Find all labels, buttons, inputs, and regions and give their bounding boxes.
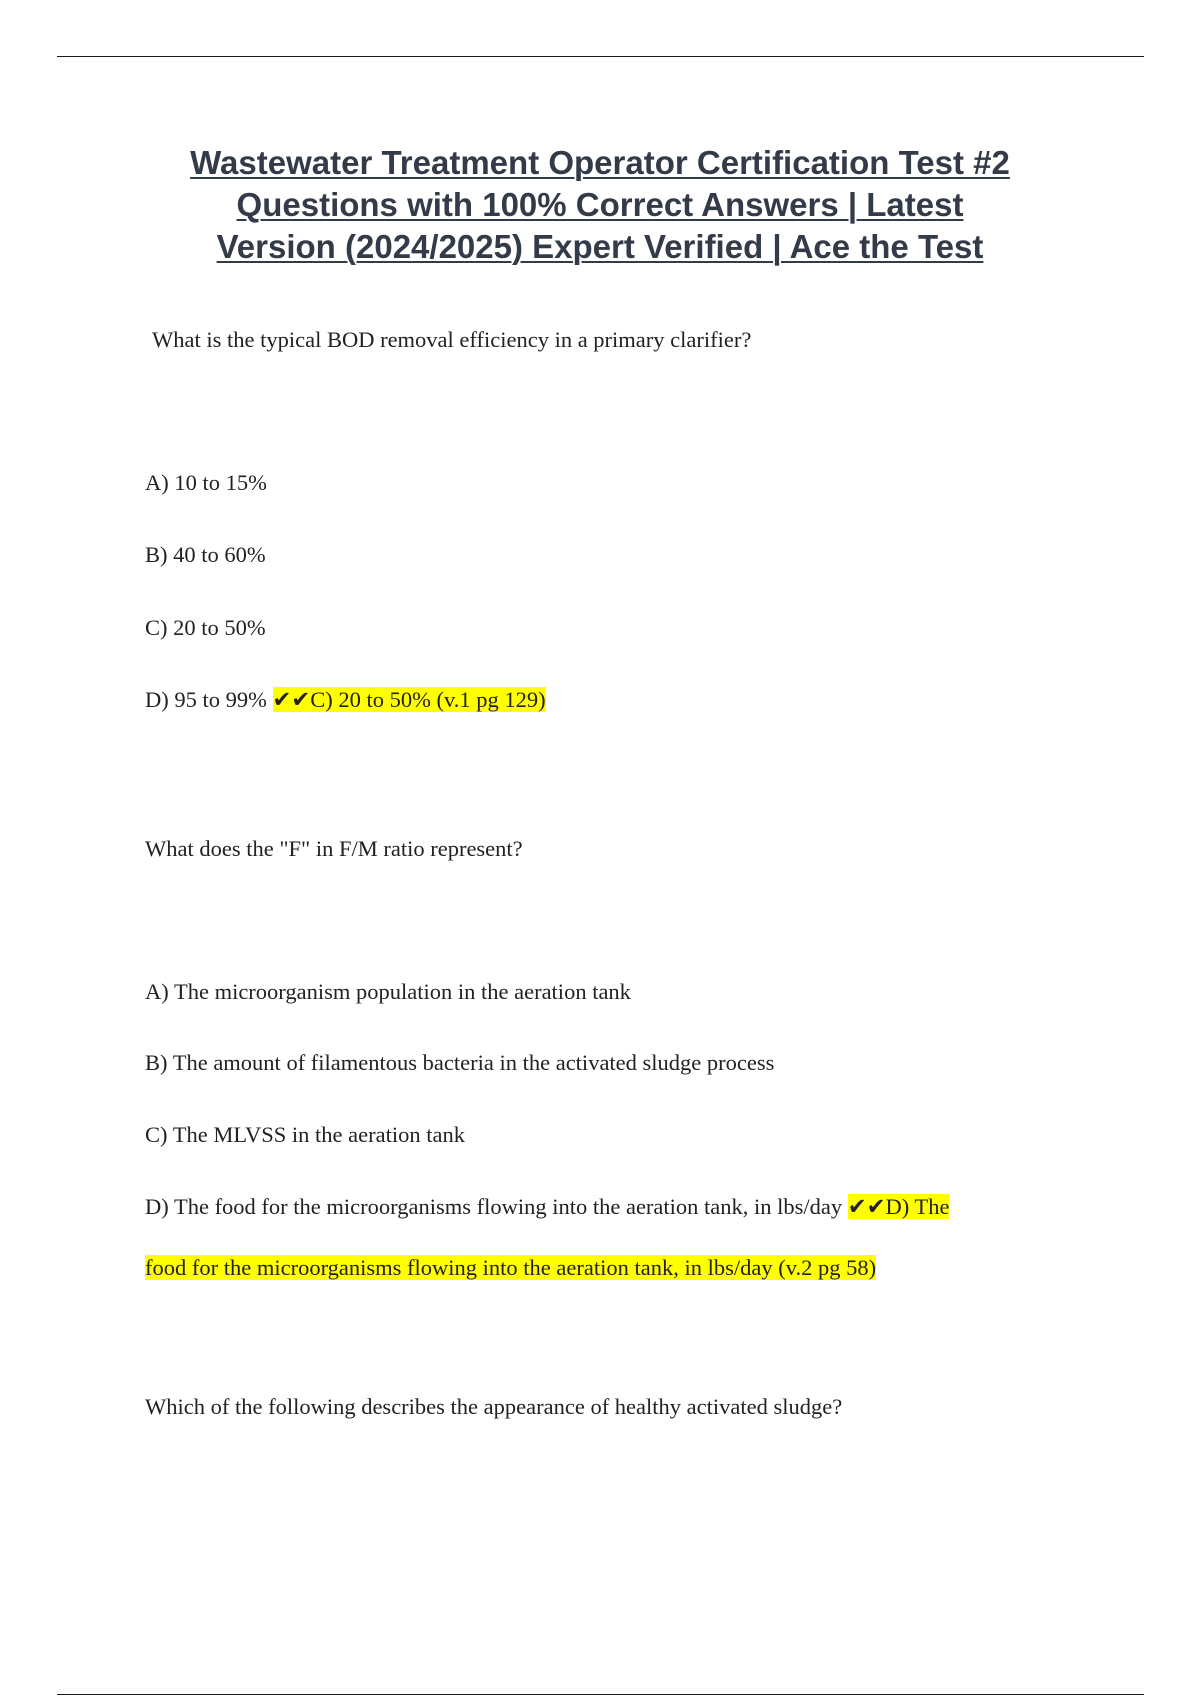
question-1-answer-highlight: ✔✔C) 20 to 50% (v.1 pg 129) [272, 687, 546, 712]
question-1-option-a: A) 10 to 15% [145, 470, 267, 495]
question-3-text: Which of the following describes the appearance of healthy activated sludge? [145, 1394, 843, 1419]
title-line-3: Version (2024/2025) Expert Verified | Ace the Test [216, 228, 984, 265]
top-rule [57, 56, 1144, 57]
question-2-option-d-line [145, 1192, 949, 1222]
question-2-option-d: D) The food for the microorganisms flowing into the aeration tank, in lbs/day [145, 1194, 843, 1219]
question-1-option-c: C) 20 to 50% [145, 615, 266, 640]
question-2-option-a: A) The microorganism population in the aeration tank [145, 979, 631, 1004]
question-2-answer-highlight-line-1: ✔✔D) The [847, 1194, 950, 1219]
question-2-option-b: B) The amount of filamentous bacteria in the activated sludge process [145, 1050, 775, 1075]
question-2-option-c: C) The MLVSS in the aeration tank [145, 1122, 465, 1147]
question-1-option-b: B) 40 to 60% [145, 542, 266, 567]
question-2-answer-highlight-line-2: food for the microorganisms flowing into the aeration tank, in lbs/day (v.2 pg 58) [145, 1255, 877, 1280]
question-2-text: What does the "F" in F/M ratio represent? [145, 836, 523, 861]
document-title [100, 142, 1100, 268]
title-line-2: Questions with 100% Correct Answers | Latest [236, 186, 964, 223]
bottom-rule [57, 1694, 1144, 1695]
question-2-answer-continuation [145, 1253, 876, 1283]
question-1-option-d: D) 95 to 99% [145, 687, 267, 712]
question-1-option-d-line [145, 685, 546, 715]
question-1-text: What is the typical BOD removal efficiency in a primary clarifier? [152, 327, 752, 352]
title-line-1: Wastewater Treatment Operator Certification Test #2 [190, 144, 1010, 181]
